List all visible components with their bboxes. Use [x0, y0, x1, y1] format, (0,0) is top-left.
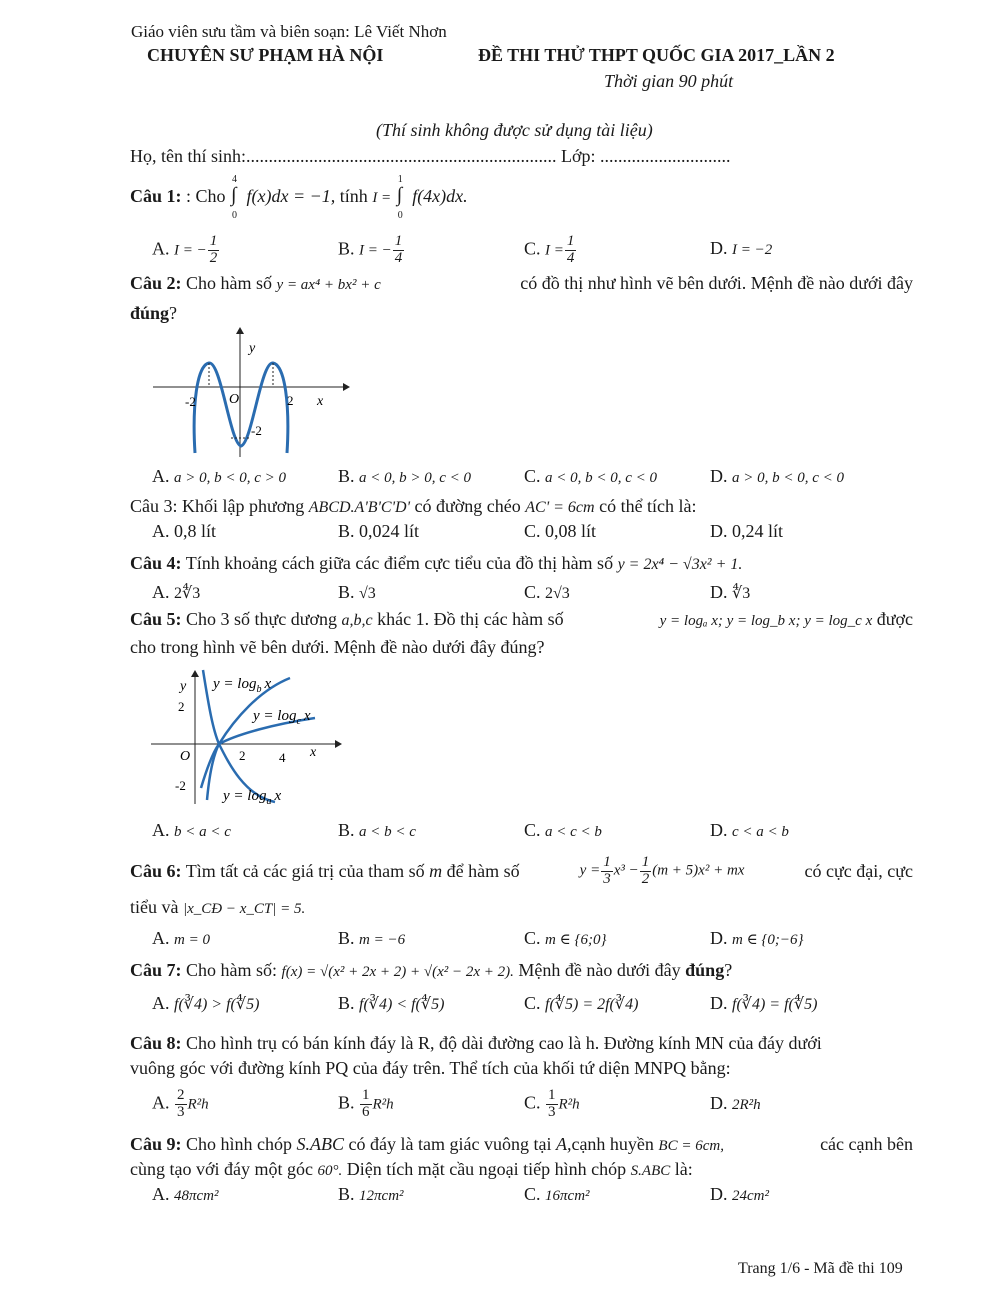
q8-option-d[interactable]: D. 2R²h — [710, 1093, 761, 1113]
q9-option-c[interactable]: C. 16πcm² — [524, 1184, 590, 1204]
q6-options — [0, 928, 1000, 954]
q3-option-a[interactable]: A. 0,8 lít — [152, 521, 217, 541]
q5-option-b[interactable]: B. a < b < c — [338, 820, 416, 840]
q2-option-c[interactable]: C. a < 0, b < 0, c < 0 — [524, 466, 658, 486]
author-line: Giáo viên sưu tầm và biên soạn: Lê Viết Nhơn — [131, 22, 447, 41]
q3-option-d[interactable]: D. 0,24 lít — [710, 521, 784, 541]
q1-mid: tính — [339, 186, 368, 206]
q5-x-label: x — [310, 745, 317, 760]
page-footer: Trang 1/6 - Mã đề thi 109 — [738, 1260, 903, 1277]
q5-x-arrow-icon — [335, 740, 342, 748]
question-1 — [130, 173, 468, 221]
q5-origin-label: O — [180, 749, 191, 764]
q4-options — [0, 582, 1000, 608]
q2-option-a[interactable]: A. a > 0, b < 0, c > 0 — [152, 466, 287, 486]
q5-tick-x4: 4 — [279, 750, 286, 765]
q7-option-d[interactable]: D. f(∛4) = f(∜5) — [710, 993, 818, 1013]
q2-option-d[interactable]: D. a > 0, b < 0, c < 0 — [710, 466, 845, 486]
q7-options — [0, 993, 1000, 1019]
question-9-line-1: Câu 9: Cho hình chóp S.ABC có đáy là tam giác vuông tại A,cạnh huyền BC = 6cm, các cạnh bên — [130, 1134, 913, 1154]
q2-tick-p2: 2 — [287, 393, 294, 408]
q2-option-b[interactable]: B. a < 0, b > 0, c < 0 — [338, 466, 472, 486]
q5-label-log-a: $y = \log_a x$ — [223, 788, 282, 807]
question-2-line-1: Câu 2: Cho hàm số y = ax⁴ + bx² + c có đồ thị như hình vẽ bên dưới. Mệnh đề nào dưới đây — [130, 273, 913, 293]
question-5-line-1: Câu 5: Cho 3 số thực dương a,b,c khác 1. Đồ thị các hàm số y = logₐ x; y = log_b x; y = log_c x được — [130, 609, 913, 629]
q8-option-c[interactable]: C. $\frac{1}{3}$ R²h — [524, 1087, 580, 1120]
q5-label-log-c: $y = \log_c x$ — [253, 708, 311, 727]
q7-option-c[interactable]: C. f(∜5) = 2f(∛4) — [524, 993, 639, 1013]
q8-option-b[interactable]: B. $\frac{1}{6}$ R²h — [338, 1087, 394, 1120]
q2-x-label: x — [317, 394, 324, 409]
q2-y-label: y — [249, 341, 256, 356]
q1-integral-1: ∫ 4 0 — [231, 173, 238, 221]
q1-option-d[interactable]: D. I = −2 — [710, 238, 773, 258]
q7-option-a[interactable]: A. f(∛4) > f(∜5) — [152, 993, 260, 1013]
question-7: Câu 7: Cho hàm số: f(x) = √(x² + 2x + 2) + √(x² − 2x + 2). Mệnh đề nào dưới đây đúng? — [130, 960, 733, 980]
q9-option-a[interactable]: A. 48πcm² — [152, 1184, 219, 1204]
q5-options — [0, 820, 1000, 846]
student-info-line: Họ, tên thí sinh:..................................................................... Lớp: ............................. — [130, 146, 731, 166]
q3-options — [0, 521, 1000, 547]
q5-option-a[interactable]: A. b < a < c — [152, 820, 231, 840]
school-name: CHUYÊN SƯ PHẠM HÀ NỘI — [147, 45, 384, 65]
question-6-line-1: Câu 6: Tìm tất cả các giá trị của tham số m để hàm số y = $\frac{1}{3}$ x³ − $\frac{1}{2}$ (m + 5)x² + mx có cực đại, cực — [130, 854, 913, 887]
q5-tick-x2: 2 — [239, 748, 246, 763]
q9-option-d[interactable]: D. 24cm² — [710, 1184, 769, 1204]
q3-option-c[interactable]: C. 0,08 lít — [524, 521, 597, 541]
exam-note: (Thí sinh không được sử dụng tài liệu) — [376, 120, 653, 140]
q2-y-arrow-icon — [236, 327, 244, 334]
q1-int2-bot: 0 — [397, 209, 403, 221]
q2-options — [0, 466, 1000, 492]
q5-curve-log-c — [207, 678, 290, 800]
question-9-line-2: cùng tạo với đáy một góc 60°. Diện tích mặt cầu ngoại tiếp hình chóp S.ABC là: — [130, 1159, 693, 1179]
q5-tick-ym2: -2 — [175, 778, 186, 793]
q1-int1-bot: 0 — [232, 209, 238, 221]
q7-option-b[interactable]: B. f(∛4) < f(∜5) — [338, 993, 445, 1013]
q1-int1-body: f(x)dx = −1, — [246, 186, 336, 206]
q5-option-c[interactable]: C. a < c < b — [524, 820, 602, 840]
question-8-line-2: vuông góc với đường kính PQ của đáy trên. Thể tích của khối tứ diện MNPQ bằng: — [130, 1058, 731, 1078]
q1-option-a[interactable]: A. I = − $\frac{1}{2}$ — [152, 233, 218, 266]
q5-option-d[interactable]: D. c < a < b — [710, 820, 789, 840]
question-3: Câu 3: Khối lập phương ABCD.A'B'C'D' có đường chéo AC' = 6cm có thể tích là: — [130, 496, 697, 516]
q3-option-b[interactable]: B. 0,024 lít — [338, 521, 420, 541]
q1-option-c[interactable]: C. I = $\frac{1}{4}$ — [524, 233, 575, 266]
q1-options — [0, 233, 1000, 266]
q2-curve — [194, 363, 288, 453]
q1-int2-top: 1 — [397, 173, 403, 185]
q5-graph — [145, 668, 345, 808]
q5-tick-y2: 2 — [178, 699, 185, 714]
q2-tick-ym2: -2 — [251, 423, 262, 438]
q5-y-arrow-icon — [191, 670, 199, 677]
q2-tick-m2: -2 — [185, 394, 196, 409]
q5-label-log-b: $y = \log_b x$ — [213, 676, 272, 695]
q1-int2-body: f(4x)dx. — [412, 186, 468, 206]
q5-y-label: y — [180, 679, 187, 694]
q8-options — [0, 1087, 1000, 1120]
q6-option-c[interactable]: C. m ∈ {6;0} — [524, 928, 607, 948]
exam-title: ĐỀ THI THỬ THPT QUỐC GIA 2017_LẦN 2 — [478, 45, 835, 65]
q8-option-a[interactable]: A. $\frac{2}{3}$ R²h — [152, 1087, 209, 1120]
q5-curve-log-a — [201, 718, 315, 788]
q6-option-a[interactable]: A. m = 0 — [152, 928, 210, 948]
exam-time: Thời gian 90 phút — [604, 71, 734, 91]
q2-origin-label: O — [229, 392, 240, 407]
question-6-line-2: tiểu và |x_CĐ − x_CT| = 5. — [130, 897, 306, 917]
q6-option-d[interactable]: D. m ∈ {0;−6} — [710, 928, 804, 948]
question-5-line-2: cho trong hình vẽ bên dưới. Mệnh đề nào dưới đây đúng? — [130, 637, 545, 657]
q1-int2-lhs: I = — [372, 190, 392, 206]
q2-graph — [145, 325, 350, 460]
q9-option-b[interactable]: B. 12πcm² — [338, 1184, 404, 1204]
q4-option-a[interactable]: A. 2∜3 — [152, 582, 201, 602]
q4-option-c[interactable]: C. 2√3 — [524, 582, 570, 602]
question-8-line-1: Câu 8: Cho hình trụ có bán kính đáy là R, độ dài đường cao là h. Đường kính MN của đáy dưới — [130, 1033, 822, 1053]
q9-options — [0, 1184, 1000, 1210]
q1-prefix: : Cho — [186, 186, 226, 206]
question-2-line-2: đúng? — [130, 303, 178, 323]
q1-option-b[interactable]: B. I = − $\frac{1}{4}$ — [338, 233, 403, 266]
q1-int1-top: 4 — [232, 173, 238, 185]
q4-option-d[interactable]: D. ∜3 — [710, 582, 751, 602]
q6-option-b[interactable]: B. m = −6 — [338, 928, 406, 948]
q1-label: Câu 1: — [130, 186, 182, 206]
q2-x-arrow-icon — [343, 383, 350, 391]
question-4: Câu 4: Tính khoảng cách giữa các điểm cực tiểu của đồ thị hàm số y = 2x⁴ − √3x² + 1. — [130, 553, 743, 573]
q1-integral-2: ∫ 1 0 — [396, 173, 403, 221]
q2-equation: y = ax⁴ + bx² + c — [276, 277, 381, 293]
q4-option-b[interactable]: B. √3 — [338, 582, 376, 602]
